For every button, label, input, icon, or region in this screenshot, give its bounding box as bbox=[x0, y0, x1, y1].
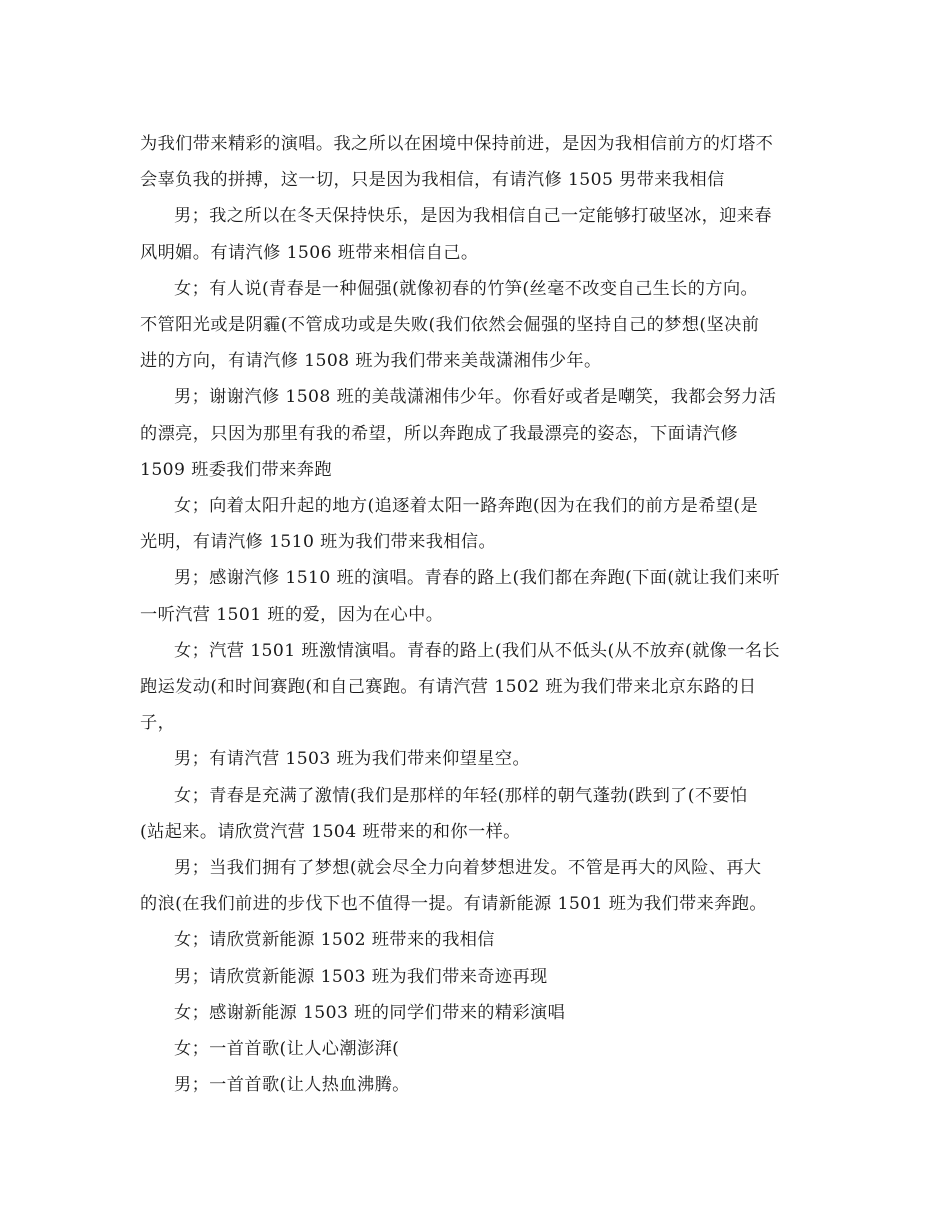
text-line: 不管阳光或是阴霾(不管成功或是失败(我们依然会倔强的坚持自己的梦想(坚决前 bbox=[140, 315, 760, 336]
text-line: 女；请欣赏新能源 1502 班带来的我相信 bbox=[174, 930, 495, 951]
text-line: 女；汽营 1501 班激情演唱。青春的路上(我们从不低头(从不放弃(就像一名长 bbox=[174, 640, 781, 661]
text-line: 光明，有请汽修 1510 班为我们带来我相信。 bbox=[140, 532, 497, 553]
paragraph bbox=[140, 633, 815, 742]
paragraph bbox=[140, 922, 815, 958]
paragraph bbox=[140, 1067, 815, 1103]
text-line: 女；青春是充满了激情(我们是那样的年轻(那样的朝气蓬勃(跌到了(不要怕 bbox=[174, 785, 748, 806]
paragraph bbox=[140, 850, 815, 922]
paragraph bbox=[140, 126, 815, 198]
document-body bbox=[140, 126, 815, 1103]
text-line: 跑运发动(和时间赛跑(和自己赛跑。有请汽营 1502 班为我们带来北京东路的日 bbox=[140, 677, 757, 698]
text-line: 男；当我们拥有了梦想(就会尽全力向着梦想进发。不管是再大的风险、再大 bbox=[174, 858, 762, 879]
text-line: 1509 班委我们带来奔跑 bbox=[140, 459, 332, 480]
text-line: 男；请欣赏新能源 1503 班为我们带来奇迹再现 bbox=[174, 966, 548, 987]
paragraph bbox=[140, 488, 815, 560]
text-line: 男；一首首歌(让人热血沸腾。 bbox=[174, 1075, 410, 1096]
text-line: 风明媚。有请汽修 1506 班带来相信自己。 bbox=[140, 242, 479, 263]
text-line: 子， bbox=[140, 713, 176, 734]
paragraph bbox=[140, 778, 815, 850]
text-line: 为我们带来精彩的演唱。我之所以在困境中保持前进，是因为我相信前方的灯塔不 bbox=[140, 134, 774, 154]
paragraph bbox=[140, 379, 815, 488]
paragraph bbox=[140, 560, 815, 632]
text-line: 女；向着太阳升起的地方(追逐着太阳一路奔跑(因为在我们的前方是希望(是 bbox=[174, 496, 759, 517]
text-line: 女；有人说(青春是一种倔强(就像初春的竹笋(丝毫不改变自己生长的方向。 bbox=[174, 278, 759, 299]
paragraph bbox=[140, 271, 815, 380]
text-line: 会辜负我的拼搏，这一切，只是因为我相信，有请汽修 1505 男带来我相信 bbox=[140, 170, 725, 191]
text-line: (站起来。请欣赏汽营 1504 班带来的和你一样。 bbox=[140, 821, 521, 842]
text-line: 女；感谢新能源 1503 班的同学们带来的精彩演唱 bbox=[174, 1002, 566, 1023]
text-line: 男；有请汽营 1503 班为我们带来仰望星空。 bbox=[174, 749, 531, 770]
text-line: 男；谢谢汽修 1508 班的美哉潇湘伟少年。你看好或者是嘲笑，我都会努力活 bbox=[174, 387, 777, 408]
text-line: 进的方向，有请汽修 1508 班为我们带来美哉潇湘伟少年。 bbox=[140, 351, 602, 372]
paragraph bbox=[140, 959, 815, 995]
paragraph bbox=[140, 741, 815, 777]
paragraph bbox=[140, 1031, 815, 1067]
text-line: 的漂亮，只因为那里有我的希望，所以奔跑成了我最漂亮的姿态，下面请汽修 bbox=[140, 423, 738, 444]
text-line: 一听汽营 1501 班的爱，因为在心中。 bbox=[140, 604, 444, 625]
paragraph bbox=[140, 198, 815, 270]
text-line: 男；感谢汽修 1510 班的演唱。青春的路上(我们都在奔跑(下面(就让我们来听 bbox=[174, 568, 781, 589]
text-line: 女；一首首歌(让人心潮澎湃( bbox=[174, 1039, 400, 1060]
text-line: 男；我之所以在冬天保持快乐，是因为我相信自己一定能够打破坚冰，迎来春 bbox=[174, 206, 772, 227]
paragraph bbox=[140, 995, 815, 1031]
text-line: 的浪(在我们前进的步伐下也不值得一提。有请新能源 1501 班为我们带来奔跑。 bbox=[140, 894, 767, 915]
